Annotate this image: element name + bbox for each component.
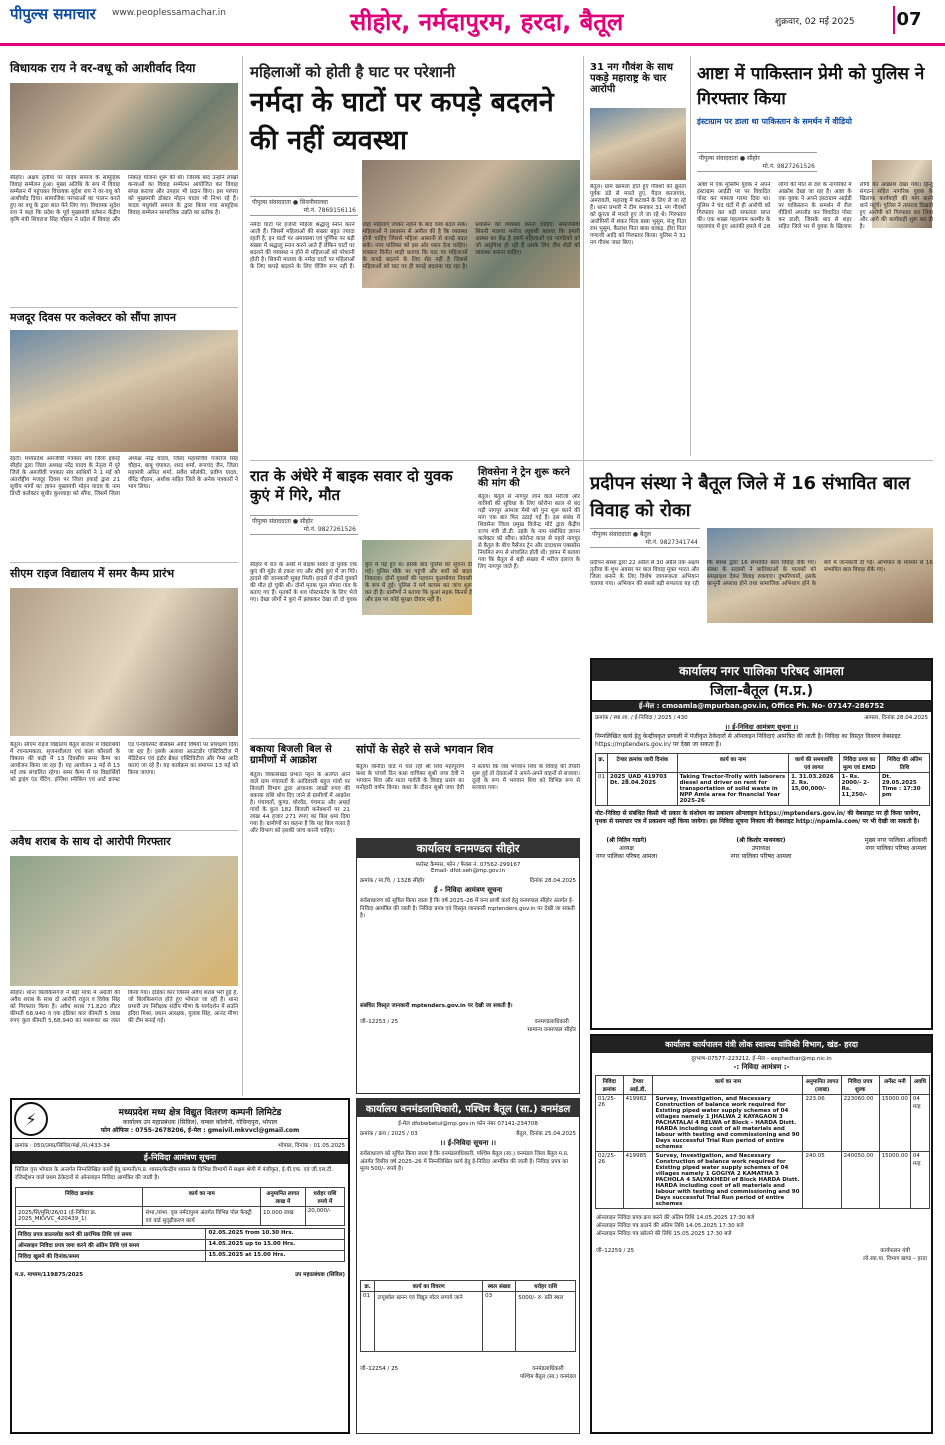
ad-notice: ।। ई-निविदा आमंत्रण सूचना ।। <box>724 723 799 731</box>
signatory-office: पश्चिम बैतूल (सा.) वनमंडल <box>519 1374 576 1380</box>
ad-date: बैतूल, दिनांक 25.04.2025 <box>516 1131 576 1137</box>
table-cell: 15.05.2025 at 15.00 Hrs. <box>206 1251 345 1262</box>
article-body: बैतूल। बैतूल से नागपुर जाने वाले मरीजों और यात्रियों की सुविधा के लिए कोरोना काल से बंद पड़ी नागपुर आमला मेमो को पुनः शुरू करने की मांग एक बार फिर उठाई गई है। इस संबंध में शिवसेना जिला प्रमुख विजेन्द्र मोटे द्वारा केंद्रीय राज्य मंत्री डी.डी. उइके के नाम संबोधित ज्ञापन कलेक्टर को सौंपा। कोरोना काल से पहले नागपुर से बैतूल के बीच पैसेंजर ट्रेन और दादाधाम एक्सप्रेस नियमित रूप से संचालित होती थी। ज्ञापन में बताया गया कि बैतूल से बड़ी संख्या में मरीज इलाज के लिए नागपुर जाते हैं। <box>478 494 580 570</box>
col-header: कार्य का नाम <box>677 754 788 773</box>
col-header: धरोहर राशि रुपये में <box>305 1188 344 1207</box>
kicker: इंस्टाग्राम पर डाला था पाकिस्तान के समर्थन में वीडियो <box>697 117 852 126</box>
ad-ref: क्रमांक / स्था.शा. / ई-निविदा / 2025 / 430 <box>595 715 688 721</box>
byline-mobile: मो.नं. 9827341744 <box>645 539 698 546</box>
tender-table <box>595 1075 930 1209</box>
col-header: निविदा क्रमांक <box>16 1188 143 1207</box>
masthead <box>0 0 945 46</box>
tender-date: ऑनलाइन निविदा प्रपत्र क्रय करने की अंतिम तिथि 14.05.2025 17:30 बजे <box>596 1215 755 1221</box>
col-header: धरोहर राशि <box>516 1281 576 1292</box>
signatory-title: उप महाप्रबंधक (सिविल) <box>295 1272 345 1278</box>
table-cell: 419985 <box>623 1152 653 1209</box>
col-header: निविदा प्रपत्र शुल्क <box>841 1076 879 1095</box>
byline <box>590 528 700 548</box>
ad-notice: ई-निविदा आमंत्रण सूचना <box>12 1151 348 1164</box>
table-cell: 01 <box>361 1292 375 1352</box>
dates-table <box>15 1228 345 1262</box>
logo: पीपुल्स समाचार <box>10 5 96 23</box>
table-cell: 1. 31.03.2026 2. Rs. 15,00,000/- <box>789 773 840 806</box>
table-cell: 10.000 लाख <box>261 1207 306 1226</box>
article-body: सीहोर में रात के अंधेरे में बाइक सवार दो युवक एक कुएं की मुंडेर से टकरा गए और सीधे कुएं में जा गिरे। हादसे की जानकारी सुबह मिली। हादसे में दोनों युवकों की मौत हो चुकी थी। दोनों मृतक फूल मोगरा गांव के बताए गए हैं। मृतकों के शव पोस्टमार्टम के लिए भेजे गए। देखा लोगों ने कुएं में झांककर देखा तो दो युवक कुएं में पड़े हुए थे। इसके बाद पुलिस को सूचना दी गई। पुलिस मौके पर पहुंची और शवों को बाहर निकाला। दोनों युवकों की पहचान फूलमोगरा निवासी के रूप में हुई। पुलिस ने मर्ग कायम कर जांच शुरू कर दी है। ग्रामीणों ने बताया कि कुआं सड़क किनारे है और इस पर कोई सुरक्षा दीवार नहीं है। <box>250 562 472 603</box>
byline-text: पीपुल्स संवाददाता ● सिवनीमालवा <box>252 199 328 206</box>
byline-mobile: मो.नं. 9827261526 <box>762 163 815 170</box>
tender-table <box>15 1187 345 1226</box>
col-header: निविदा की अंतिम तिथि <box>879 754 929 773</box>
signatory-office: नगर पालिका परिषद आमला <box>865 845 927 852</box>
ad-subtitle: कार्यालय उप महाप्रबंधक (सिविल), चम्बल कॉलोनी, गोविन्दपुरा, भोपाल <box>122 1118 278 1126</box>
col-header: निविदा प्रपत्र का मूल्य एवं EMD <box>839 754 879 773</box>
ad-contact: फारेस्ट कैम्पस, फोन / फैक्स नं. 07562-299167 <box>415 862 521 868</box>
ad-notice: -: निविदा आमंत्रण :- <box>733 1063 790 1071</box>
headline: आष्टा में पाकिस्तान प्रेमी को पुलिस ने गिरफ्तार किया <box>697 64 925 109</box>
col-header: क्र. <box>596 754 608 773</box>
col-header: अवधि <box>910 1076 929 1095</box>
signatory-name: (श्री किशोर माथनकर) <box>736 837 786 844</box>
ad-intro: निम्नलिखित कार्य हेतु केन्द्रीयकृत प्रणाली में पंजीकृत ठेकेदारों से ऑनलाइन निविदाएं आमंत्रित की जाती है। निविदा का विस्तृत विवरण वेबसाइट https://mptenders.gov.in/ पर देखा जा सकता है। <box>595 733 901 748</box>
ad-forest-west-betul <box>356 1098 580 1434</box>
ad-notice: ।। ई-निविदा सूचना ।। <box>439 1139 497 1147</box>
table-cell: 419982 <box>623 1095 653 1152</box>
issue-date: शुक्रवार, 02 मई 2025 <box>775 17 855 27</box>
table-row <box>16 1251 345 1262</box>
headline: मजदूर दिवस पर कलेक्टर को सौंपा ज्ञापन <box>10 311 176 324</box>
headline: 31 नग गौवंश के साथ पकड़े महाराष्ट्र के चार आरोपी <box>590 62 674 95</box>
table-cell: 20,000/- <box>305 1207 344 1226</box>
col-header: कार्य की समयावधि एवं लागत <box>789 754 840 773</box>
ad-date: भोपाल, दिनांक : 01.05.2025 <box>278 1143 345 1149</box>
ad-title: कार्यालय वनमंडलाधिकारी, पश्चिम बैतूल (सा.) वनमंडल <box>357 1099 579 1117</box>
col-header: कार्य का नाम <box>653 1076 803 1095</box>
kicker: महिलाओं को होती है घाट पर परेशानी <box>250 63 456 81</box>
col-header: स्थल संख्या <box>483 1281 516 1292</box>
ad-code: जी–12253 / 25 <box>360 1019 399 1025</box>
article-body: प्रदीपन संस्था द्वारा 22 अप्रैल से 30 अप्रैल तक अक्षय तृतीया के शुभ अवसर पर बाल विवाह मुक्त भारत और जिला बनाने के लिए विशेष जागरूकता अभियान चलाया गया। अभियान की सबसे बड़ी सफलता यह रही कि संस्था द्वारा 16 संभावित बाल विवाह रोके गए। संस्था के सदस्यों ने बालिकाओं के पालकों को समझाइश देकर विवाह रुकवाए। दुष्परिणामों, इसके कानूनी अपराध होने तथा सामाजिक अभिशाप होने के बारे में जानकारी दी गई। अभियान के माध्यम से 16 संभावित बाल विवाह रोके गए। <box>590 560 933 587</box>
table-cell: संभा./संभा. वृत्त नर्मदापुरम अंतर्गत विभिन्न पोल फैक्ट्री एवं वार्ड सुदृढ़ीकरण कार्य <box>143 1207 261 1226</box>
tender-date: ऑनलाइन निविदा पत्र डालने की अंतिम तिथि 14.05.2025 17:30 बजे <box>596 1223 744 1229</box>
table-cell: Dt. 29.05.2025 Time : 17:30 pm <box>879 773 929 806</box>
table-row <box>16 1240 345 1251</box>
table-row <box>361 1292 576 1352</box>
signatory-title: वनमण्डलाधिकारी <box>534 1019 569 1025</box>
table-cell: 01 <box>596 773 608 806</box>
page-number: 07 <box>893 6 923 34</box>
table-cell: 01/25-26 <box>596 1095 624 1152</box>
ad-phe-harda <box>590 1034 933 1434</box>
article-body: बैतूल। बिनौदा वार्ड में चल रही श्री शिव महापुराण कथा के पांचवें दिन कथा वाचिका सुश्री जया देवी ने भगवान शिव और माता पार्वती के विवाह प्रसंग का मनोहारी वर्णन किया। कथा के दौरान सुश्री जया देवी ने बताया कि जब भगवान शिव के विवाह की तैयारी शुरू हुई तो देवताओं ने अपने-अपने वाहनों से सजाया। दूल्हे के रूप में भगवान शिव को विभिन्न रूप से सजाया गया। <box>356 764 580 791</box>
table-cell: 5000/- रु. प्रति स्थल <box>516 1292 576 1352</box>
company-logo-icon: ⚡ <box>14 1102 48 1136</box>
article-body: सीहोर। थाना बिलकिसगंज ने बड़ी मात्रा में अंग्रेजी की अवैध शराब के साथ दो आरोपी राहुल व विवेक सिंह को गिरफ्तार किया है। अवैध शराब 71.820 लीटर कीमती 68,940 व एक इंडिका कार कीमती 5 लाख रुपए कुल कीमती 5,68,940 का मशरूका का जब्त किया गया। इंडिका कार जिसमें अवैध शराब भरी हुई है, जो बिलकिसगंज होते हुए भोपाल जा रही है। थाना प्रभारी उप निरीक्षक संदीप मीणा के मार्गदर्शन में सउनि इंदिरा मिश्रा, प्रधान आरक्षक, गुलाब सिंह, आनंद मीणा की टीम बनाई गई। <box>10 990 238 1024</box>
signatory-title: वनमंडलाधिकारी <box>532 1366 564 1372</box>
byline-text: पीपुल्स संवाददाता ● बैतूल <box>592 531 651 538</box>
article-body: सीहोर। अक्षय तृतीया पर यादव समाज के सामूहिक विवाह सम्मेलन हुआ। मुख्य अतिथि के रूप में विवाह सम्मेलन में पहुंचकर विधायक सुदेश राय ने वर-वधू को आशीर्वाद दिया। सामाजिक परंपराओं का पालन करते हुए वर वधू के द्वारा सात फेरे लिए गए। विधायक सुदेश राय ने कहा कि प्रदेश के पूर्व मुख्यमंत्री वर्तमान केंद्रीय कृषि मंत्री शिवराज सिंह चौहान ने प्रदेश में विवाह और निकाह योजना शुरू की थी। जिसके बाद उन्होंने लाखों कन्याओं का विवाह सम्मेलन आयोजित कर विवाह संपन्न कराया और उपहार भी प्रदान किए। इस परंपरा को मुख्यमंत्री डॉक्टर मोहन यादव भी निभा रहे हैं। यादव मधुवंशी समाज के द्वारा किया गया सामूहिक विवाह सम्मेलन सामाजिक उन्नति का प्रतीक है। <box>10 175 238 223</box>
ad-forest-sehore <box>356 838 580 1094</box>
ad-contact: फोन ऑफिस : 0755-2678206, ई-मेल : gmeivil.mkvvcl@gmail.com <box>100 1126 300 1134</box>
signatory-office: नगर पालिका परिषद आमला <box>596 853 658 860</box>
site-url: www.peoplessamachar.in <box>112 8 226 18</box>
photo-memorandum <box>10 330 238 452</box>
article-body: रेहटी। मध्यप्रदेश अमजीवी पत्रकार संघ जिला इकाई सीहोर द्वारा जिला अध्यक्ष नरेंद्र यादव के नेतृत्व में पूरे जिले के अमजीवी पत्रकार संघ साथियों ने 1 मई को अंतर्राष्ट्रीय मजदूर दिवस पर जिला इकाई द्वारा 21 सूत्रीय मांगों का ज्ञापन मुख्यमंत्री मोहन यादव के नाम डिप्टी कलेक्टर सुधीर कुशवाहा को सौंपा, जिसमें जिला अध्यक्ष नरेंद्र यादव, जिला महासचिव गजराज सिंह चौहान, बाबू चंपावत, शरद शर्मा, रूपचंद जैन, जिला महामंत्री अमित शर्मा, सर्वेश सोलंकी, प्रवीण यादव, वीरेंद्र चौहान, अशोक सहित जिले के अनेक पत्रकारों ने भाग लिया। <box>10 456 238 497</box>
table-row <box>596 773 930 806</box>
headline: प्रदीपन संस्था ने बैतूल जिले में 16 संभावित बाल विवाह को रोका <box>590 473 911 521</box>
page-title: सीहोर, नर्मदापुरम, हरदा, बैतूल <box>350 8 624 36</box>
table-cell: 02.05.2025 from 10.30 Hrs. <box>206 1229 345 1240</box>
tender-date: ऑनलाइन निविदा पत्र खोलने की तिथि 15.05.2025 17:30 बजे <box>596 1231 732 1237</box>
ad-foot: संबंधित विस्तृत जानकारी mptenders.gov.in पर देखी जा सकती है। <box>360 1003 513 1009</box>
headline: शिवसेना ने ट्रेन शुरू करने की मांग की <box>478 467 570 489</box>
signatory-office: नगर पालिका परिषद आमला <box>730 853 792 860</box>
ad-body: सिविल वृत्त भोपाल के अन्तर्गत निम्नलिखित कार्यों हेतु कम्पनी/म.प्र. शासन/केन्द्रीय शासन के विभिन्न विभागों में सक्षम श्रेणी में पंजीकृत, ई.पी.एफ. एवं जी.एस.टी. रजिस्ट्रेशन वाले प्रथम ठेकेदारों से ऑनलाइन निविदा आमंत्रित की जाती है। <box>15 1167 333 1181</box>
byline <box>250 196 358 216</box>
byline-text: पीपुल्स संवाददाता ● सीहोर <box>252 518 313 525</box>
table-cell: 223060.00 <box>841 1095 879 1152</box>
table-cell: ऑनलाइन निविदा प्रपत्र जमा करने की अंतिम तिथि एवं समय <box>16 1240 206 1251</box>
ad-notice: ई - निविदा आमंत्रण सूचना <box>433 886 503 894</box>
table-cell: निविदा खुलने की दिनांक/समय <box>16 1251 206 1262</box>
col-header: अनुमानित लागत लाख में <box>261 1188 306 1207</box>
byline <box>250 515 358 535</box>
signatory-name: (श्री नितिन गाडगे) <box>606 837 647 844</box>
photo-camp <box>10 588 238 736</box>
headline: सीएम राइज विद्यालय में समर कैम्प प्रारंभ <box>10 567 175 580</box>
article-body: नर्मदा घाटों पर हजारों महिला श्रद्धालु स्नान करने आती हैं। जिसमें महिलाओं की संख्या बहुत ज्यादा रहती है, इन घाटों पर अमावस्या एवं पूर्णिमा पर बड़ी संख्या में श्रद्धालु स्नान करने आते हैं लेकिन घाटों पर बदलने की व्यवस्था न होने से महिलाओं को परेशानी होती है। सिवनी मालवा के नर्मदा घाटों पर महिलाओं के लिए कपड़े बदलने के लिए चेंजिंग रूम नहीं हैं। जहां महिलाएं जाकर नहाने के बाद वस्त्र बदल सकें। महिलाओं ने प्रशासन से अपील की है कि व्यवस्था होनी चाहिए जिससे महिला आसानी से कपड़े बदल सकें। नगर पालिका को इस ओर ध्यान देना चाहिए। पत्रकार विनीत शाही बताया कि घाट पर महिलाओं के कपड़े बदलने के लिए शेड नहीं है जिससे महिलाओं को घाट पर ही कपड़े बदलना पड़ रहा है। प्रशासन को व्यवस्था करना चाहिए। समाजसेवी सिवनी मालवा मनोज रघुवंशी बताया कि हमारी आस्था का केंद्र है इसमें महिलाओं एवं नागरिकों को जो असुविधा हो रही है उसके लिए टीम शेडों को व्यवस्था कराना चाहिए। <box>250 222 580 270</box>
table-cell: Taking Tractor-Trolly with laborers diesel and driver on rent for transportation of solid waste in NPP Amla area for financial Year 2025-26 <box>677 773 788 806</box>
table-cell: 15000.00 <box>879 1152 910 1209</box>
ad-ref: क्रमांक : 050/उमप्र/सिविल/मंक्षे./सं./433-34 <box>15 1143 110 1149</box>
ad-contact: ई-मेल dfobwbetul@mp.gov.in फोन नंबर 07141-234708 <box>398 1121 538 1127</box>
table-row <box>16 1207 345 1226</box>
ad-body: सर्वसाधारण को सूचित किया जाता है कि वनमंडलाधिकारी, पश्चिम बैतूल (सा.) वनमंडल जिला बैतूल म.प्र. अंतर्गत वित्तीय वर्ष 2025–26 में निम्नलिखित कार्य हेतु ई-निविदा आमंत्रित की जाती है। निविदा प्रपत्र का मूल्य 500/- रुपये है। <box>360 1151 569 1172</box>
byline <box>697 152 817 172</box>
ad-subtitle: जिला-बैतूल (म.प्र.) <box>592 681 931 701</box>
table-cell: 2025_UAD_419703 Dt. 28.04.2025 <box>608 773 678 806</box>
tender-table <box>360 1280 576 1352</box>
table-cell: टायूबवेल खनन एवं विद्युत मोटर लगाये जाने <box>375 1292 483 1352</box>
ad-nagar-palika-amla <box>590 658 933 1030</box>
table-cell: 1- Rs. 2000/- 2- Rs. 11,250/- <box>839 773 879 806</box>
table-cell: 02/25-26 <box>596 1152 624 1209</box>
ad-code: जी–12254 / 25 <box>360 1366 399 1372</box>
table-cell: 240.05 <box>803 1152 841 1209</box>
ad-note: नोट–निविदा से संबंधित किसी भी प्रकार के संशोधन का प्रकाशन ऑनलाइन https://mptenders.gov.in/ की वेबसाइट पर ही किया जायेगा, पृथक से समाचार पत्र में प्रकाशन नहीं किया जायेगा। इस निविदा सूचना निकाय की वेबसाइट http://npamla.com/ पर भी देखी जा सकती है। <box>595 810 921 825</box>
byline-mobile: मो.नं. 7869156116 <box>303 207 356 214</box>
table-cell: 2025/सि/मुसि/26/01 (ई-निविदा क्र. 2025_MKVVC_420439_1) <box>16 1207 143 1226</box>
table-cell: निविदा प्रपत्र डाउनलोड करने की प्रारंभिक तिथि एवं समय <box>16 1229 206 1240</box>
table-cell: 03 <box>483 1292 516 1352</box>
signatory-office: सामान्य वनमण्डल सीहोर <box>527 1027 576 1033</box>
byline-mobile: मो.नं. 9827261526 <box>303 526 356 533</box>
table-cell: 223.06 <box>803 1095 841 1152</box>
ad-ref: क्रमांक / मा.चि. / 1328 सीहोर <box>360 878 425 884</box>
signatory-title: मुख्य नगर पालिका अधिकारी <box>864 837 927 844</box>
signatory-title: कार्यपालन यंत्री <box>880 1248 910 1254</box>
signatory-title: उपाध्यक्ष <box>751 845 771 852</box>
col-header: टेण्डर आई.डी. <box>623 1076 653 1095</box>
ad-contact: दूरभाष–07577–223212, ई–मेल – eephedhar@mp.nic.in <box>691 1056 832 1062</box>
table-cell: 240050.00 <box>841 1152 879 1209</box>
byline-text: पीपुल्स संवाददाता ● सीहोर <box>699 155 760 162</box>
table-cell: 04 माह <box>910 1152 929 1209</box>
ad-title: कार्यालय नगर पालिका परिषद आमला <box>592 660 931 681</box>
ad-contact: ई-मेल : cmoamla@mpurban.gov.in, Office Ph. No- 07147-286752 <box>592 701 931 712</box>
table-cell: 04 माह <box>910 1095 929 1152</box>
table-row <box>596 1152 930 1209</box>
col-header: कार्य का नाम <box>143 1188 261 1207</box>
col-header: क्र. <box>361 1281 375 1292</box>
col-header: टेण्डर क्रमांक जारी दिनांक <box>608 754 678 773</box>
ad-code: जी–12259 / 25 <box>596 1248 635 1254</box>
ad-title: मध्यप्रदेश मध्य क्षेत्र विद्युत वितरण कम्पनी लिमिटेड <box>118 1107 282 1118</box>
tender-table <box>595 753 930 806</box>
ad-code: म.प्र. माध्यम/119875/2025 <box>15 1272 84 1278</box>
article-body: बैतूल। ग्राम खामला होते हुए गौवंशों को क्रूरता पूर्वक डंडे से मारते हुए, पैदल करजगांव, अमरावती, महाराष्ट्र में कटवाने के लिए ले जा रहे हैं। थाना प्रभारी ने टीम बनाकर 31 नग गौवंशों को क्रूरता से मारते हुए ले जा रहे थे। गिरफ्तार आरोपियों में शंकर पिता बाबा भुसुम, मंजू पिता राम भुसुम, कैलाश पिता बाबा धाकड़, हीरा पिता गणाजी आदि को गिरफ्तार किया। पुलिस ने 31 नग गौवंश जब्त किए। <box>590 184 686 246</box>
table-cell: Survey, Investigation, and Necessary Construction of balance work required for Existing piped water supply schemes of 04 villages namely 1 GOGIYA 2 KAMATHA 3 PACHOLA 4 SALYAKHEDI of Block HARDA Distt. HARDA including cost of all materials and labour with testing and commissioning and 90 Days successful Trial Run period of entire schemes <box>653 1152 803 1209</box>
signatory-office: लो.स्वा.या. विभाग खण्ड – हरदा <box>863 1256 927 1262</box>
table-cell: Survey, Investigation, and Necessary Construction of balance work required for Existing piped water supply schemes of 04 villages namely 1 JHALWA 2 KAYAGAON 3 PACHATALAI 4 RELWA of Block – HARDA Distt. HARDA including cost of all materials and labour with testing and commissioning and 90 Days successful Trial Run period of entire schemes <box>653 1095 803 1152</box>
ad-body: सर्वसाधारण को सूचित किया जाता है कि वर्ष 2025–26 में वन्य प्राणी कार्य हेतु वनमण्डल सीहोर अंतर्गत ई-निविदा आमंत्रित की जाती है। निविदा प्रपत्र एवं विस्तृत जानकारी mptenders.gov.in पर देखी जा सकती है। <box>360 898 575 919</box>
col-header: अर्नेस्ट मनी <box>879 1076 910 1095</box>
ad-date: दिनांक 28.04.2025 <box>529 878 576 884</box>
ad-date: आमला, दिनांक 28.04.2025 <box>864 715 928 721</box>
ad-ref: क्रमांक / क्रय / 2025 / 03 <box>360 1131 418 1137</box>
table-row <box>16 1229 345 1240</box>
col-header: कार्य का विवरण <box>375 1281 483 1292</box>
headline: बकाया बिजली बिल से ग्रामीणों में आक्रोश <box>250 744 332 766</box>
ad-title: कार्यालय कार्यपालन यंत्री लोक स्वास्थ्य यांत्रिकी विभाग, खंड- हरदा <box>592 1036 931 1053</box>
ad-title: कार्यालय वनमण्डल सीहोर <box>357 839 579 858</box>
col-header: निविदा क्रमांक <box>596 1076 624 1095</box>
table-cell: 14.05.2025 up to 15.00 Hrs. <box>206 1240 345 1251</box>
signatory-title: अध्यक्ष <box>619 845 634 852</box>
table-cell: 15000.00 <box>879 1095 910 1152</box>
ad-electricity-company <box>10 1098 350 1434</box>
article-body: आष्टा में एक मुस्लिम युवक ने अपने इंस्टाग्राम आईडी पर पर विवादित पोस्ट कर मामला गरमा दिया था। पुलिस ने चंद घंटों में ही आरोपी को गिरफ्तार कर बड़ी सफलता प्राप्त की। एक शख्स पहलगाम कश्मीर के पहलगांव में हुए आतंकी हमले में 28 लोगों की मौत से देश के नागरिकों में आक्रोश देखा जा रहा है। आष्टा के एक युवक ने अपने इंस्टाग्राम आईडी पर पाकिस्तान के समर्थन में रील वीडियो अपलोड कर विवादित पोस्ट कर डाली, जिसके बाद से शहर सहित जिले भर में युवक के खिलाफ लोगों का आक्रोश देखा गया। हिन्दू संगठन सहित नागरिक युवक के खिलाफ कार्यवाही की मांग करने थाने पहुंचे। पुलिस ने तत्परता दिखाते हुए आरोपी को गिरफ्तार कर लिया और आगे की कार्यवाही शुरू कर दी है। <box>697 182 933 230</box>
headline: विधायक राय ने वर-वधू को आशीर्वाद दिया <box>10 61 196 75</box>
photo-wedding <box>10 83 238 170</box>
article-body: बैतूल। विकासखंड प्रभात पट्टन के अंतर्गत आने वाले ग्राम पंचायतों के आदिवासी बहुल गांवों पर बिजली विभाग द्वारा अचानक लाखों रुपए की बकाया राशि थोप दिए जाने से ग्रामीणों में आक्रोश है। पंचायतों, कुण्ड, धोरवेंड, पंचमऊ और अम्हई गांवों के कुल 182 बिजली कनेक्शनों पर 21 लाख 44 हजार 271 रुपए का बिल थमा दिया गया है। ग्रामीणों का कहना है कि यह बिल गलत है और विभाग को इसकी जांच करनी चाहिए। <box>250 772 350 834</box>
photo-seized-car <box>10 856 238 986</box>
ad-email: Email- dfot.seh@mp.gov.in <box>431 868 505 874</box>
headline: रात के अंधेरे में बाइक सवार दो युवक कुएं में गिरे, मौत <box>250 467 453 504</box>
headline: अवैध शराब के साथ दो आरोपी गिरफ्तार <box>10 835 171 848</box>
col-header: अनुमानित लागत (लाख) <box>803 1076 841 1095</box>
headline: नर्मदा के घाटों पर कपड़े बदलने की नहीं व्यवस्था <box>250 87 554 156</box>
table-row <box>596 1095 930 1152</box>
photo-accused <box>590 108 686 180</box>
headline: सांपों के सेहरे से सजे भगवान शिव <box>356 743 494 756</box>
article-body: बैतूल। सीएम राइज विद्यालय बैतूल बाजार में विद्यार्थियों में रचनात्मकता, सृजनशीलता एवं कला कौशलों के विकास की कड़ी में 13 दिवसीय समर कैम्प का आयोजन किया जा रहा है। यह आयोजन 1 मई से 13 मई तक संचालित रहेगा। समर कैम्प में पर विद्यार्थियों को ड्राइंग एंड पेंटिंग, इंग्लिश स्पीकिंग एवं आर्ट क्राफ्ट एंड एन्वायरमेंट बेसिक्स आदि विषयों पर प्रशिक्षण दिया जा रहा है। इसके अलावा आउटडोर एक्टिविटीज में मेडिटेशन एवं इंडोर ब्रेकर एक्टिविटीज और गेम्स आदि कराए जा रहे हैं। यह कार्यक्रम का समापन 13 मई को किया जाएगा। <box>10 742 238 783</box>
